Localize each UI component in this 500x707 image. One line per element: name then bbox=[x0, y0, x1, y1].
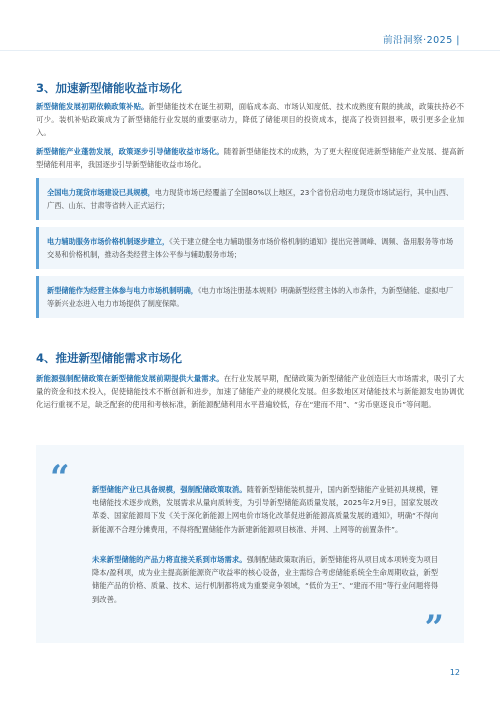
section3-p1-body: 新型储能技术在诞生初期，面临成本高、市场认知度低、技术成熟度有限的挑战，政策扶持必不可少。装机补贴政策成为了新型储能行业发展的重要驱动力，降低了储能项目的投资成本，提高了投资回报率，吸引更多企业加入。 bbox=[36, 102, 464, 138]
quote-paragraph-2 bbox=[92, 553, 438, 606]
section4-paragraph-1 bbox=[36, 372, 464, 412]
section4-p1-lead: 新能源强制配储政策在新型储能发展前期提供大量需求。 bbox=[36, 374, 224, 383]
box2-lead: 电力辅助服务市场价格机制逐步建立， bbox=[47, 237, 170, 246]
quote-paragraph-1 bbox=[92, 483, 438, 536]
box3-lead: 新型储能作为经营主体参与电力市场机制明确， bbox=[47, 286, 198, 295]
close-quote-icon: ” bbox=[424, 608, 444, 648]
section3-heading: 3、加速新型储能收益市场化 bbox=[36, 81, 183, 95]
section4-p1-body: 在行业发展早期，配储政策为新型储能产业创造巨大市场需求，吸引了大量的资金和技术投入，促使储能技术不断创新和进步，加速了储能产业的规模化发展。但多数地区对储能技术与新能源发电协调优化运行重视不足，缺乏配套的使用和考核标准，新能源配储利用水平普遍较低，存在“建而不用”、“劣币驱逐良币”等问题。 bbox=[36, 374, 464, 410]
header-title: 前沿洞察·2025 | bbox=[383, 35, 460, 46]
header-divider bbox=[0, 50, 500, 51]
quote-p1-lead: 新型储能产业已具备规模，强制配储政策取消。 bbox=[92, 485, 247, 494]
section3-p2-lead: 新型储能产业蓬勃发展，政策逐步引导储能收益市场化。 bbox=[36, 147, 224, 156]
open-quote-icon: “ bbox=[50, 458, 70, 498]
section4-heading: 4、推进新型储能需求市场化 bbox=[36, 351, 183, 365]
quote-p2-lead: 未来新型储能的产品力将直接关系到市场需求。 bbox=[92, 555, 247, 564]
quote-p1-body: 随着新型储能装机提升，国内新型储能产业链初具规模，锂电储能技术逐步成熟，发展需求从量向质转变，为引导新型储能高质量发展，2025年2月9日，国家发展改革委、国家能源局下发《关于深化新能源上网电价市场化改革促进新能源高质量发展的通知》，明确“不得向新能源不合理分摊费用，不得将配置储能作为新建新能源项目核准、并网、上网等的前置条件”。 bbox=[92, 485, 438, 534]
section3-p2-body: 随着新型储能技术的成熟，为了更大程度促进新型储能产业发展、提高新型储能利用率，我国逐步引导新型储能收益市场化。 bbox=[36, 147, 464, 170]
box1-body: 电力现货市场已经覆盖了全国80%以上地区，23个省份启动电力现货市场试运行，其中山西、广西、山东、甘肃等省转入正式运行； bbox=[47, 188, 454, 210]
section3-paragraph-1 bbox=[36, 100, 464, 140]
box1-lead: 全国电力现货市场建设已具规模， bbox=[47, 188, 155, 197]
highlight-box-spot-market bbox=[36, 178, 464, 220]
highlight-box-market-entity bbox=[36, 276, 464, 318]
highlight-box-ancillary-services bbox=[36, 227, 464, 269]
box2-body: 《关于建立健全电力辅助服务市场价格机制的通知》提出完善调峰、调频、备用服务等市场交易和价格机制，推动各类经营主体公平参与辅助服务市场； bbox=[47, 237, 454, 259]
quote-p2-body: 强制配储政策取消后，新型储能将从项目成本项转变为项目降本/盈利项，成为业主提高新能源资产收益率的核心设备，业主需综合考虑储能系统全生命周期收益，新型储能产品的价格、质量、技术、运行机制都将成为重要竞争领域，“低价为王”、“建而不用”等行业问题将得到改善。 bbox=[92, 555, 438, 604]
section3-p1-lead: 新型储能发展初期依赖政策补贴。 bbox=[36, 102, 149, 111]
section3-paragraph-2 bbox=[36, 145, 464, 171]
page-number: 12 bbox=[449, 668, 460, 677]
quote-block bbox=[36, 445, 464, 648]
box3-body: 《电力市场注册基本规则》明确新型经营主体的入市条件，为新型储能、虚拟电厂等新兴业态进入电力市场提供了制度保障。 bbox=[47, 286, 454, 308]
